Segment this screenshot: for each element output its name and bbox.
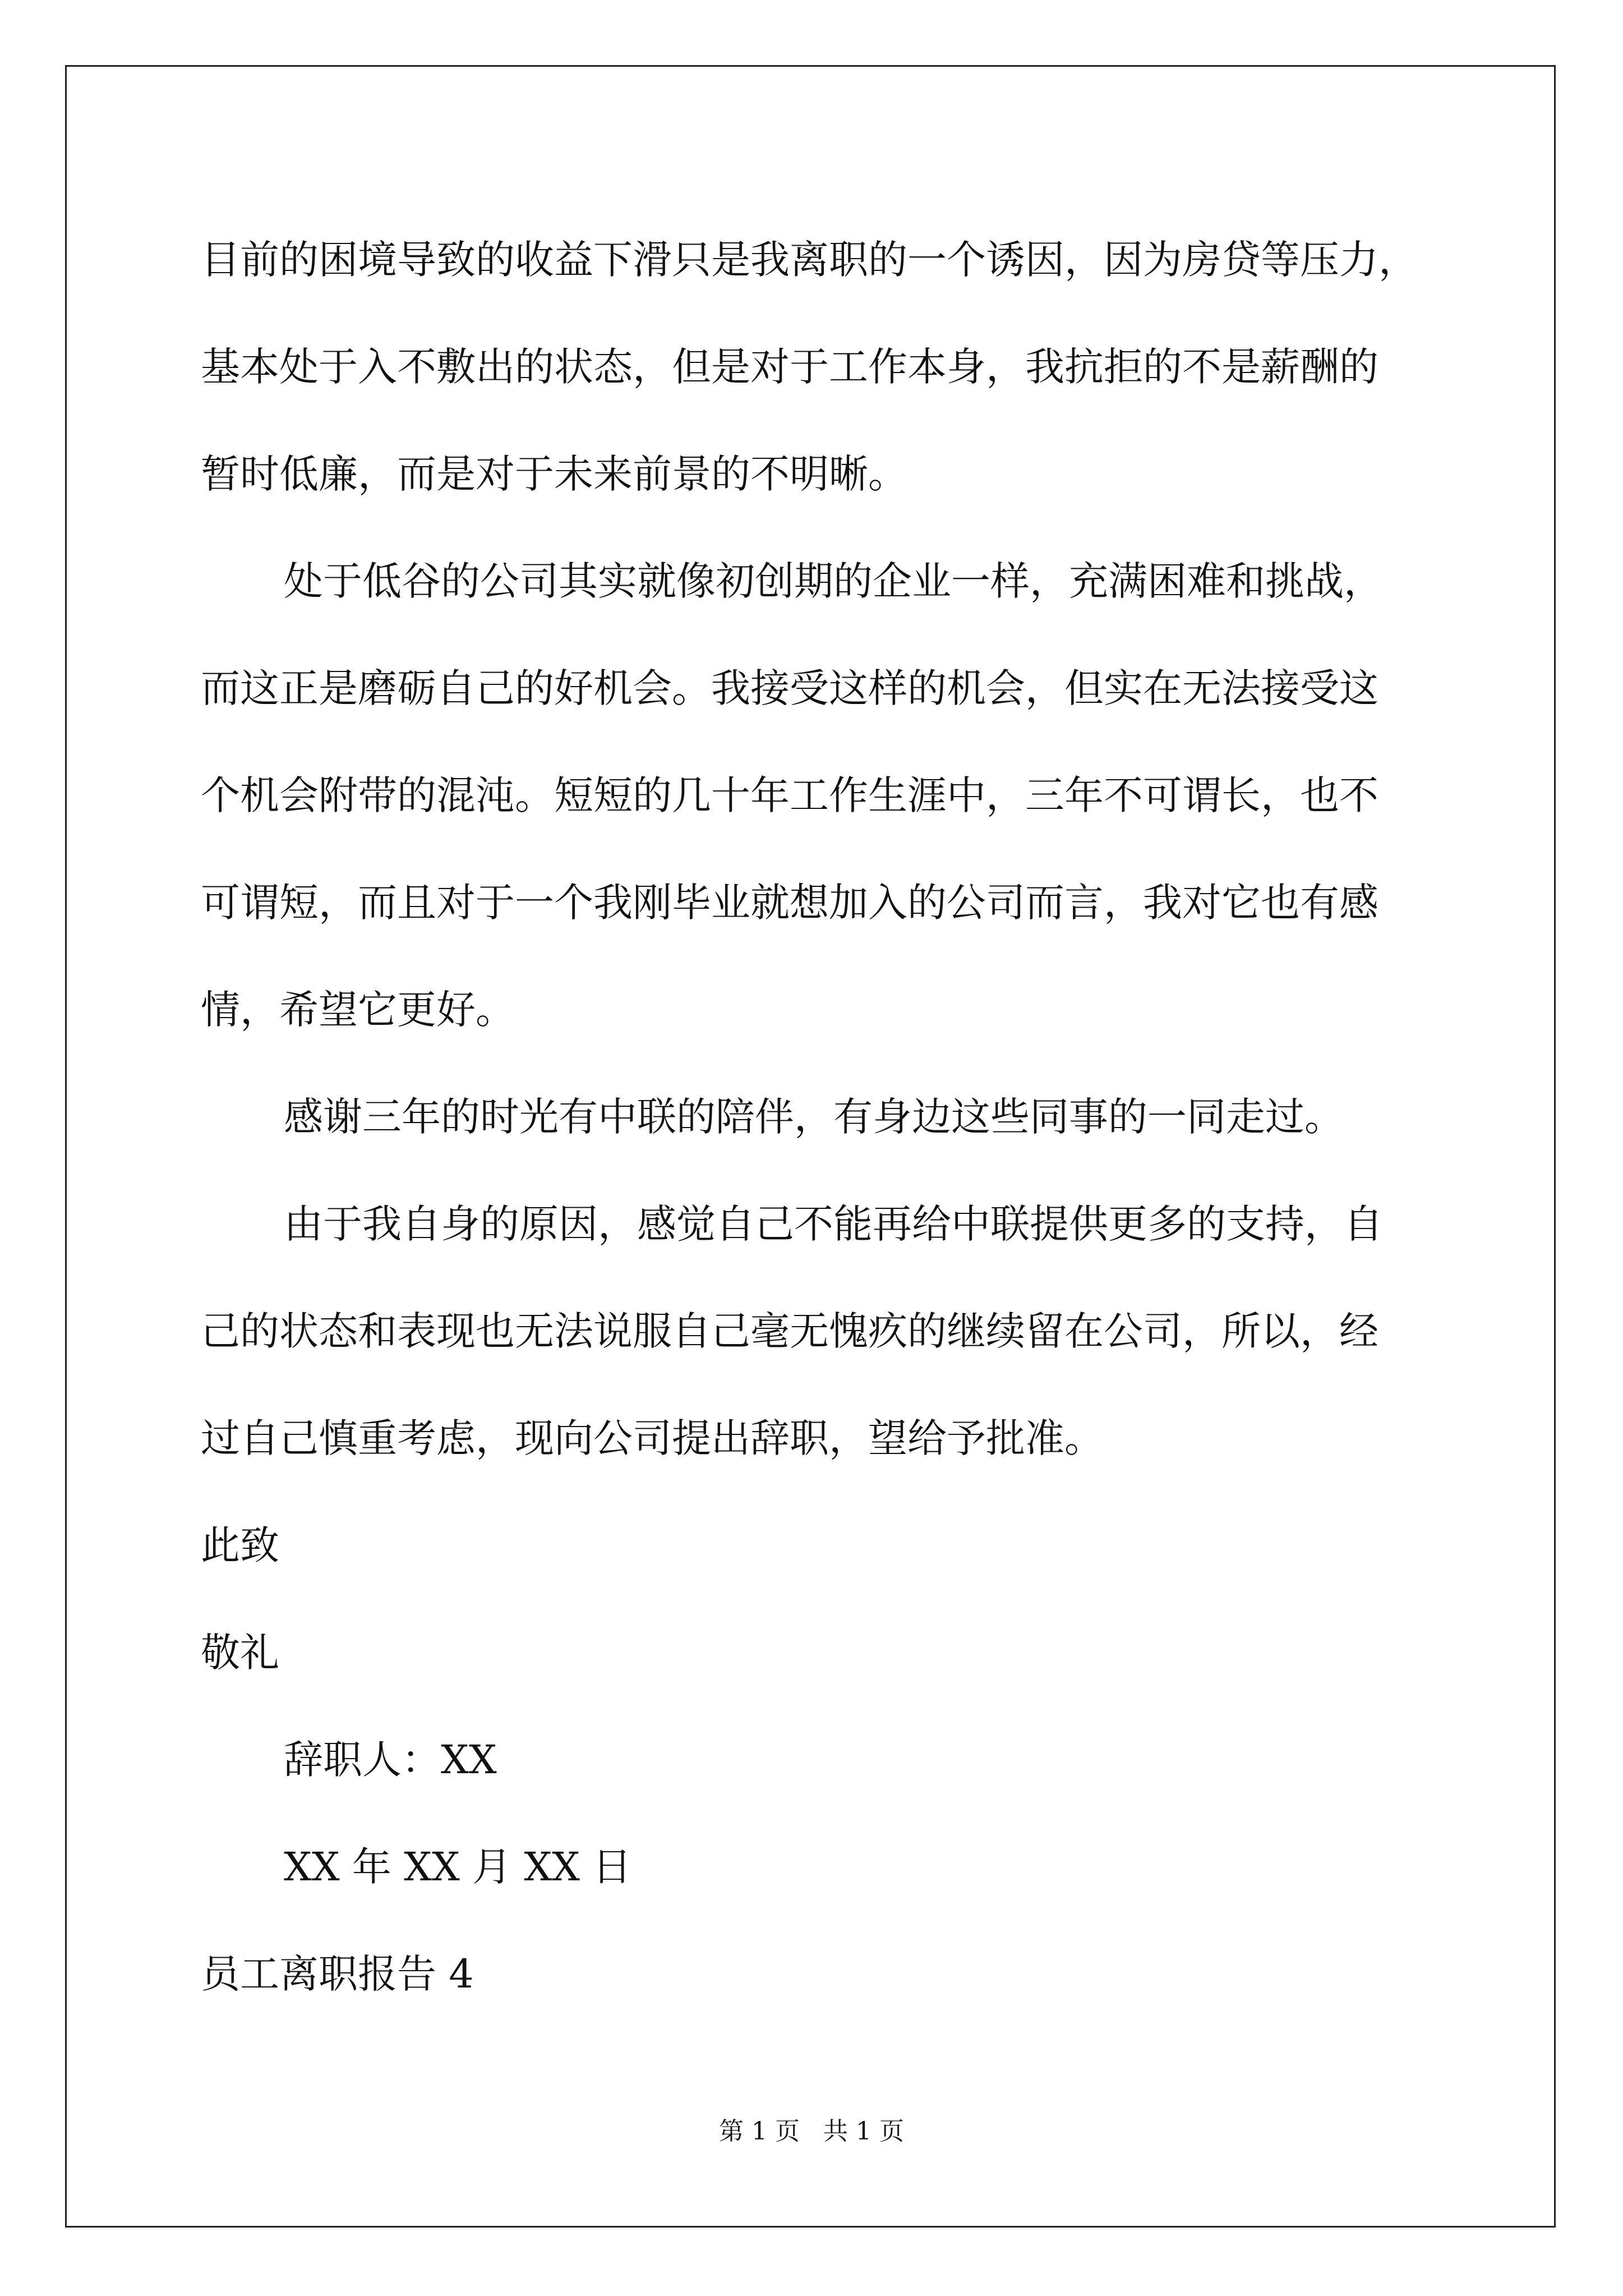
page-footer: 第 1 页 共 1 页 — [719, 2117, 904, 2146]
text-line: 暂时低廉，而是对于未来前景的不明晰。 — [201, 451, 907, 497]
text-line: 基本处于入不敷出的状态，但是对于工作本身，我抗拒的不是薪酬的 — [201, 344, 1378, 390]
text-line: 由于我自身的原因，感觉自己不能再给中联提供更多的支持，自 — [284, 1201, 1383, 1247]
paragraph-4 — [201, 1171, 1468, 1492]
closing-text: 敬礼 — [201, 1630, 279, 1676]
document-body — [201, 206, 1468, 2028]
paragraph-3 — [201, 1064, 1468, 1171]
heading-text: 员工离职报告 4 — [201, 1951, 474, 1997]
date-text: XX 年 XX 月 XX 日 — [284, 1844, 632, 1890]
text-line: 过自己慎重考虑，现向公司提出辞职，望给予批准。 — [201, 1415, 1104, 1461]
text-line: 己的状态和表现也无法说服自己毫无愧疚的继续留在公司，所以，经 — [201, 1308, 1378, 1354]
closing-line-1 — [201, 1492, 1468, 1599]
signer-text: 辞职人：XX — [284, 1737, 497, 1783]
text-line: 个机会附带的混沌。短短的几十年工作生涯中，三年不可谓长，也不 — [201, 772, 1378, 818]
text-line: 目前的困境导致的收益下滑只是我离职的一个诱因，因为房贷等压力， — [201, 237, 1418, 283]
text-line: 可谓短，而且对于一个我刚毕业就想加入的公司而言，我对它也有感 — [201, 880, 1378, 926]
text-line: 感谢三年的时光有中联的陪伴，有身边这些同事的一同走过。 — [284, 1094, 1344, 1140]
paragraph-1 — [201, 206, 1468, 528]
closing-text: 此致 — [201, 1522, 279, 1568]
closing-line-2 — [201, 1599, 1468, 1706]
signer-line — [201, 1706, 1468, 1814]
date-line — [201, 1814, 1468, 1921]
text-line: 而这正是磨砺自己的好机会。我接受这样的机会，但实在无法接受这 — [201, 665, 1378, 711]
next-section-heading — [201, 1921, 1468, 2028]
paragraph-2 — [201, 528, 1468, 1064]
text-line: 情，希望它更好。 — [201, 987, 515, 1033]
text-line: 处于低谷的公司其实就像初创期的企业一样，充满困难和挑战， — [284, 558, 1383, 604]
